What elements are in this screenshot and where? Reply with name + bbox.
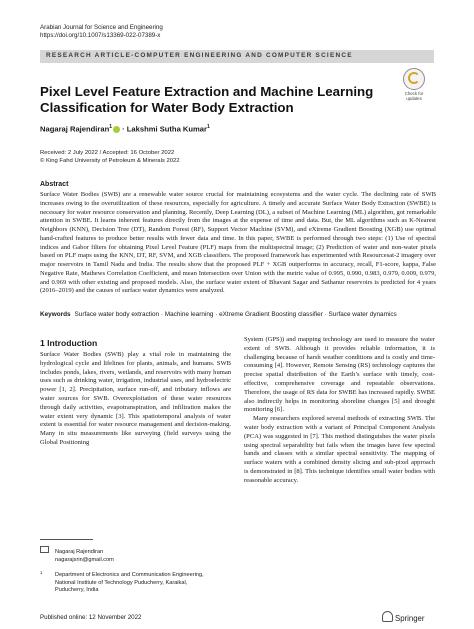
- publisher-logo: [382, 611, 424, 623]
- author-affil-sup: 1: [109, 124, 112, 130]
- affiliation-line: Department of Electronics and Communication Engineering,: [55, 572, 204, 578]
- springer-horse-icon: [382, 611, 393, 622]
- copyright: © King Fahd University of Petroleum & Minerals 2022: [40, 158, 180, 164]
- body-column-right: [244, 336, 435, 486]
- body-column-left: Surface Water Bodies (SWB) play a vital role in maintaining the hydrological cycle and lifelines for plants, animals, and humans. SWB includes ponds, lakes, rivers, wetlands, and reservoirs with many human uses such as drinking water, irrigation, industrial uses, and hydroelectric power [1, 2]. Precipitation, surface run-off, and tributary inflows are water sources for SWB. Overexploitation of these water resources through daily activities, evapotranspiration, and infiltration makes the water extent very dynamic [3]. This spatiotemporal analysis of water extent is essential for water resource management and decision-making. Many in situ measurements like surveying (field surveys using the Global Positioning: [40, 351, 231, 446]
- received-accepted: Received: 2 July 2022 / Accepted: 16 October 2022: [40, 150, 175, 156]
- publisher-name: Springer: [395, 614, 425, 623]
- author-name[interactable]: Nagaraj Rajendiran: [40, 124, 110, 134]
- paragraph: System (GPS)) and mapping technology are used to measure the water extent of SWB. Although it provides reliable information, it is challenging because of harsh weather conditions and is costly and time-consuming [4]. However, Remote Sensing (RS) technology captures the precise spatial distribution of the Earth’s surface with timely, cost-effective, comprehensive coverage and repeatable observations. Therefore, the usage of RS data for SWBE has increased rapidly. SWBE also indirectly helps in monitoring shoreline changes [5] and drought monitoring [6].: [244, 336, 435, 414]
- journal-header: [40, 24, 163, 40]
- contact-email[interactable]: nagarajsrin@gmail.com: [55, 556, 114, 563]
- check-for-updates-badge[interactable]: [396, 68, 432, 101]
- corresponding-author: [40, 546, 114, 564]
- abstract-text: Surface Water Bodies (SWB) are a renewable water source crucial for maintaining ecosystems and the water cycle. The declining rate of SWB increases owing to the overutilization of these resources, especially for agriculture. A timely and accurate Surface Water Body Extraction (SWBE) is necessary for water resource conservation and planning. Recently, Deep Learning (DL), a subset of Machine Learning (ML) algorithm, got remarkable attention in SWBE. It learns inherent features directly from the images at the expense of time and data. But, the ML algorithms such as K-Nearest Neighbors (KNN), Decision Tree (DT), Random Forest (RF), Support Vector Machine (SVM), and eXtreme Gradient Boosting (XGB) use optimal hand-crafted features to produce better results with fewer data and time. In this paper, SWBE is performed through two steps: (1) Use of spectral indices and Gabor filters for obtaining Pixel Level Feature (PLF) maps from the multispectral image; (2) Prediction of water and non-water pixels based on PLF maps using the KNN, DT, RF, SVM, and XGB classifiers. The proposed framework has experimented with Resourcesat-2 imagery over major reservoirs in Tamil Nadu and India. The results show that the proposed PLF + XGB outperforms in accuracy, recall, F1-score, kappa, False Negative Rate, Mathews Correlation Coefficient, and mean Intersection over Union with the metric value of 0.995, 0.990, 0.983, 0.979, 0.009, 0.979, and 0.969 with other existing and proposed models. Also, the surface water extent of Bhavani Sagar and Sathanur reservoirs is predicted for 4 years (2016–2019) and the causes of surface water dynamics were analyzed.: [40, 191, 436, 295]
- crossmark-icon: [403, 68, 425, 90]
- contact-name: Nagaraj Rajendiran: [55, 549, 104, 555]
- author-name[interactable]: Lakshmi Sutha Kumar: [126, 124, 207, 134]
- footnote-divider: [40, 539, 93, 540]
- keywords-text: Surface water body extraction · Machine learning · eXtreme Gradient Boosting classifier · Surface water dynamics: [74, 311, 397, 318]
- section-heading: 1 Introduction: [40, 338, 98, 348]
- author-list: [40, 124, 210, 134]
- author-separator: ·: [122, 124, 125, 134]
- mail-icon: [40, 546, 49, 553]
- affiliation: [40, 572, 204, 595]
- keywords-label: Keywords: [40, 311, 71, 318]
- journal-name: Arabian Journal for Science and Engineering: [40, 24, 163, 31]
- affiliation-line: Puducherry, India: [55, 587, 99, 593]
- abstract-heading: Abstract: [40, 181, 69, 188]
- paper-title: Pixel Level Feature Extraction and Machine Learning Classification for Water Body Extraction: [40, 84, 374, 115]
- published-date: Published online: 12 November 2022: [40, 614, 142, 621]
- badge-line1: Check for: [404, 91, 424, 96]
- affiliation-line: National Institute of Technology Puducherry, Karaikal,: [55, 579, 188, 586]
- article-dates: [40, 149, 180, 165]
- paragraph: Many researchers explored several methods of extracting SWB. The water body extraction with a variant of Principal Component Analysis (PCA) was suggested in [7]. This method distinguishes the water pixels using spectral separability but fails when the images have few spectral bands and classes with a similar spectral sensitivity. The mapping of surface waters with a combined density slicing and sub-pixel approach is demonstrated in [8]. This technique identifies small water bodies with reasonable accuracy.: [244, 415, 435, 484]
- journal-doi[interactable]: https://doi.org/10.1007/s13369-022-07389-x: [40, 32, 161, 39]
- keywords: [40, 311, 436, 318]
- author-affil-sup: 1: [206, 124, 210, 130]
- orcid-icon[interactable]: [113, 126, 120, 133]
- affiliation-sup: 1: [40, 570, 43, 575]
- section-band-label: RESEARCH ARTICLE-COMPUTER ENGINEERING AND COMPUTER SCIENCE: [46, 52, 353, 59]
- badge-line2: updates: [406, 96, 422, 101]
